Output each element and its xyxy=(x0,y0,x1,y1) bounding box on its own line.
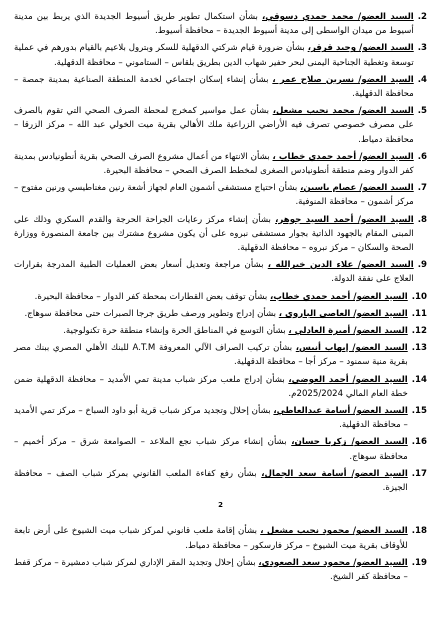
item-body xyxy=(14,10,414,38)
item-text: بشأن إقامة ملعب قانوني لمركز شباب ميت الشيوخ على أرض تابعة للأوقاف بقرية ميت الشيوخ – مركز فارسكور – محافظة دمياط. xyxy=(14,526,408,551)
list-item xyxy=(14,467,427,495)
item-number: 7. xyxy=(417,183,427,194)
member-name: السيد العضو/ العاصي الباروي ، xyxy=(278,308,408,319)
list-item xyxy=(14,324,427,338)
list-item xyxy=(14,150,427,178)
item-body xyxy=(14,73,414,101)
member-name: السيد العضو/ محمد نجيب مشعل، xyxy=(272,106,414,117)
item-body xyxy=(14,213,414,256)
member-name: السيد العضو/ إيهاب أنيس، xyxy=(295,343,408,354)
list-item xyxy=(14,104,427,147)
member-name: السيد العضو/ وحيد قرقر، xyxy=(307,43,414,54)
item-text: بشأن إنشاء مركز شباب نجع الملاعد – الصوامعة شرق – مركز أخميم – محافظة سوهاج. xyxy=(14,437,408,462)
item-body xyxy=(14,150,414,178)
member-name: السيد العضو/ أحمد العوضي، xyxy=(288,374,408,385)
item-number: 6. xyxy=(417,151,427,162)
item-number: 14. xyxy=(411,374,427,385)
item-text: بشأن إنشاء مركز رعايات الجراحة الحرجة والقدم السكري وذلك على المبنى المقام بالجهود الذاتية بجوار مستشفى نبروه على أن يكون مشروع مشترك بين جامعة المنصورة ووزارة الصحة والسكان – مركز نبروه – محافظة الدقهلية. xyxy=(14,214,414,254)
item-text: بشأن الانتهاء من أعمال مشروع الصرف الصحي بقرية أنطونيادس بمدينة كفر الدوار وضم منطقة أنطونيادس الصغرى لمخطط الصرف الصحي – محافظة البحيرة. xyxy=(14,151,414,177)
item-body xyxy=(14,556,408,584)
list-item xyxy=(14,435,427,463)
item-number: 3. xyxy=(417,43,427,54)
member-name: السيد العضو/ محمود سعد الصعودي، xyxy=(258,557,408,568)
item-number: 2. xyxy=(417,12,427,22)
item-text: بشأن إحلال وتجديد المقر الإداري لمركز شباب دمشيرة – مركز قفط – محافظة كفر الشيخ. xyxy=(14,557,408,582)
items-list-bottom xyxy=(14,524,427,584)
item-body xyxy=(14,324,408,338)
item-body xyxy=(14,373,408,401)
item-number: 12. xyxy=(411,326,427,337)
page-number: 2 xyxy=(218,501,223,510)
item-text: بشأن إنشاء إسكان اجتماعي لخدمة المنطقة الصناعية بمدينة جمصة – محافظة الدقهلية. xyxy=(14,74,414,100)
item-text: بشأن إحلال وتجديد مركز شباب قرية أبو داود السباخ – مركز تمي الأمديد – محافظة الدقهلية. xyxy=(14,406,408,431)
item-text: بشأن إدراج ملعب مركز شباب مدينة تمي الأمديد – محافظة الدقهلية ضمن خطة العام المالي 2025/2024م. xyxy=(14,374,408,399)
item-number: 16. xyxy=(411,437,427,448)
list-item xyxy=(14,341,427,369)
items-list-top xyxy=(14,10,427,495)
item-text: بشأن توقف بعض القطارات بمحطة كفر الدوار – محافظة البحيرة. xyxy=(34,291,271,302)
item-number: 4. xyxy=(417,74,427,85)
item-number: 15. xyxy=(411,406,427,417)
list-item xyxy=(14,307,427,321)
item-text: بشأن رفع كفاءة الملعب القانوني بمركز شباب الصف – محافظة الجيزة. xyxy=(14,468,408,494)
list-item xyxy=(14,41,427,69)
item-text: بشأن عمل مواسير كمخرج لمحطة الصرف الصحي التي تقوم بالصرف على مصرف خصوصي تصرف فيه الأراضي الزراعية ملك الأهالي بقرية ميت الخولي عبد الله – مركز الزرقا – محافظة دمياط. xyxy=(14,106,414,145)
item-body xyxy=(14,467,408,495)
item-body xyxy=(14,181,414,209)
item-body xyxy=(14,435,408,463)
item-body xyxy=(14,41,414,69)
item-body xyxy=(14,341,408,369)
item-number: 9. xyxy=(417,260,427,271)
list-item xyxy=(14,213,427,256)
member-name: السيد العضو/ محمد حمدي دسوقي، xyxy=(262,12,414,22)
item-number: 10. xyxy=(411,291,427,302)
member-name: السيد العضو/ زكريا حسان، xyxy=(291,437,408,448)
list-item xyxy=(14,556,427,584)
member-name: السيد العضو/ نسرين صلاح عمر ، xyxy=(272,74,414,85)
member-name: السيد العضو/ أسامة سعد الجمال، xyxy=(261,468,408,479)
item-body xyxy=(14,307,408,321)
item-text: بشأن ضرورة قيام شركتي الدقهلية للسكر وبترول بلاعيم بالقيام بدورهم في عملية توسعة وتغطية الجناحية اليمنى لبحر حفير شهاب الدين بطريق بلقاس – الستاموني – محافظة الدقهلية. xyxy=(14,43,414,68)
member-name: السيد العضو/ أميرة العادلي ، xyxy=(288,326,408,337)
member-name: السيد العضو/ محمود نجيب مشعل ، xyxy=(260,526,408,537)
item-number: 11. xyxy=(411,308,427,319)
item-text: بشأن إدراج وتطوير ورصف طريق جرجا الصبرات حتى محافظة سوهاج. xyxy=(24,308,279,319)
item-number: 17. xyxy=(411,468,427,479)
item-text: بشأن استكمال تطوير طريق أسيوط الجديدة الذي يربط بين مدينة أسيوط من ميدان الواسطى إلى مدينة أسيوط الجديدة – محافظة أسيوط. xyxy=(14,12,414,37)
list-item xyxy=(14,258,427,286)
list-item xyxy=(14,73,427,101)
item-text: بشأن احتياج مستشفى أشمون العام لجهاز أشعة رنين مغناطيسي ورنين مفتوح – مركز أشمون – محافظة المنوفية. xyxy=(14,183,414,208)
item-number: 13. xyxy=(411,343,427,354)
member-name: السيد العضو/ عصام ياسين، xyxy=(300,183,414,194)
list-item xyxy=(14,181,427,209)
list-item xyxy=(14,373,427,401)
item-body xyxy=(14,258,414,286)
item-text: بشأن مراجعة وتعديل أسعار بعض العمليات الطبية المدرجة بقرارات العلاج على نفقة الدولة. xyxy=(14,260,414,285)
item-number: 19. xyxy=(411,557,427,568)
item-number: 5. xyxy=(417,106,427,117)
item-body xyxy=(14,524,408,552)
member-name: السيد العضو/ أحمد السيد جوهر، xyxy=(275,214,414,225)
list-item xyxy=(14,290,427,304)
item-body xyxy=(14,104,414,147)
item-text: بشأن التوسع في المناطق الحرة وإنشاء منطقة حرة تكنولوجية. xyxy=(63,326,289,337)
list-item xyxy=(14,404,427,432)
item-number: 8. xyxy=(417,214,427,225)
item-text: بشأن تركيب الصراف الآلي المعروفة A.T.M للبنك الأهلي المصري ببنك مصر بقرية منية سمنود – مركز أجا – محافظة الدقهلية. xyxy=(14,343,408,368)
list-item xyxy=(14,524,427,552)
item-body xyxy=(14,404,408,432)
item-body xyxy=(14,290,408,304)
member-name: السيد العضو/ علاء الدين خيرالله ، xyxy=(267,260,414,271)
list-item xyxy=(14,10,427,38)
item-number: 18. xyxy=(411,526,427,537)
member-name: السيد العضو/ أحمد حمدي خطاب ، xyxy=(272,151,414,162)
member-name: السيد العضو/ أحمد حمدي خطاب، xyxy=(270,291,408,302)
member-name: السيد العضو/ أسامة عبدالعاطي، xyxy=(273,406,408,417)
